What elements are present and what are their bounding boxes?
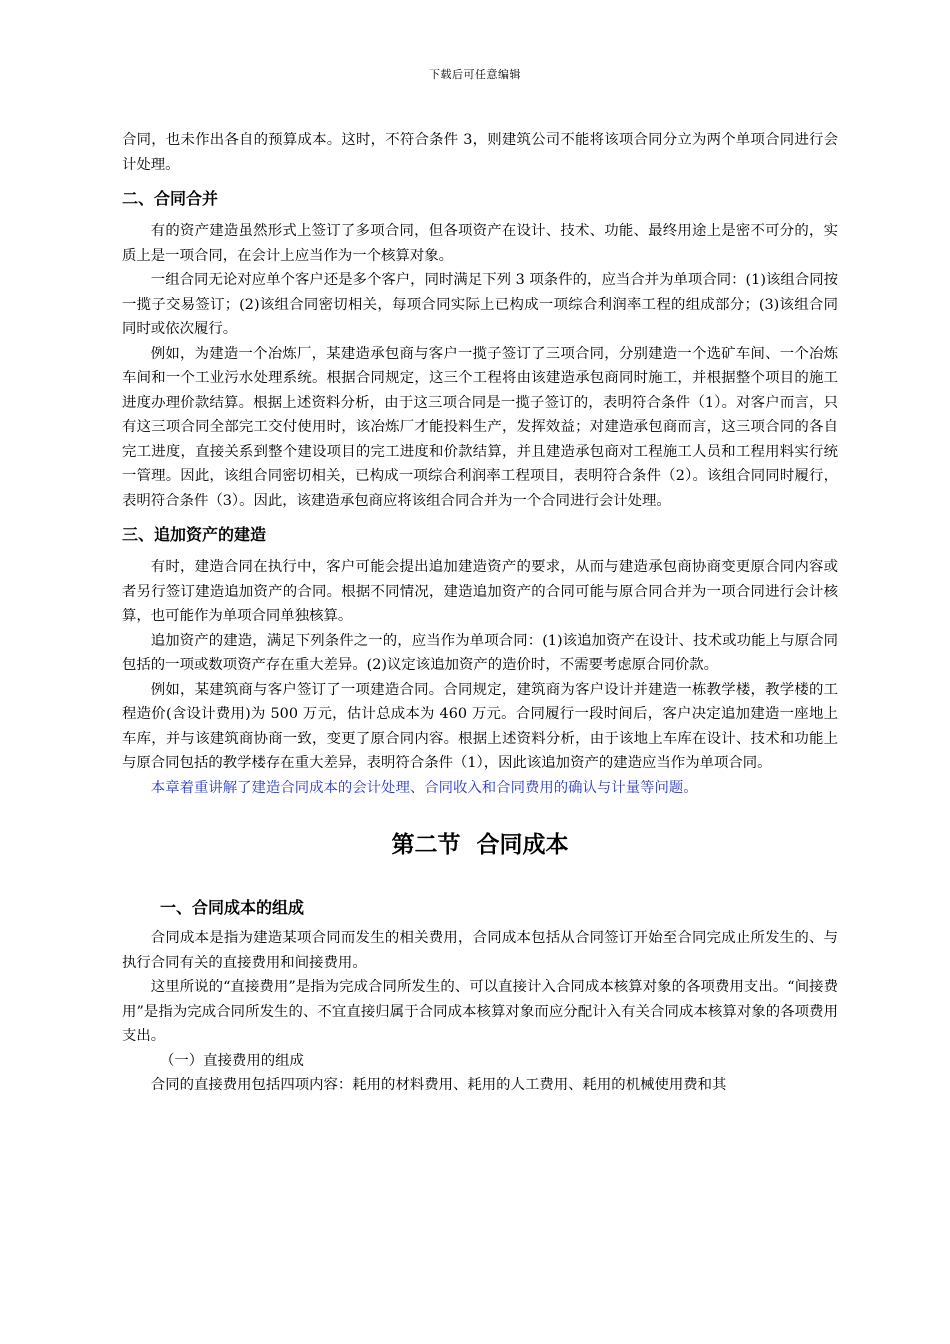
paragraph: 合同成本是指为建造某项合同而发生的相关费用，合同成本包括从合同签订开始至合同完成止所发生的、与执行合同有关的直接费用和间接费用。 bbox=[122, 930, 838, 971]
section-heading-additional-assets: 三、追加资产的建造 bbox=[122, 525, 267, 544]
chapter-summary: 本章着重讲解了建造合同成本的会计处理、合同收入和合同费用的确认与计量等问题。 bbox=[150, 779, 698, 796]
paragraph: 一组合同无论对应单个客户还是多个客户，同时满足下列 3 项条件的，应当合并为单项合同：(1)该组合同按一揽子交易签订；(2)该组合同密切相关，每项合同实际上已构成一项综合利润率工程的组成部分；(3)该组合同同时或依次履行。 bbox=[122, 272, 838, 337]
page-header: 下载后可任意编辑 bbox=[429, 68, 521, 81]
document-body bbox=[122, 128, 838, 1098]
paragraph: 合同的直接费用包括四项内容：耗用的材料费用、耗用的人工费用、耗用的机械使用费和其 bbox=[150, 1077, 727, 1093]
item-heading-direct-costs: （一）直接费用的组成 bbox=[160, 1052, 304, 1069]
paragraph: 例如，为建造一个冶炼厂，某建造承包商与客户一揽子签订了三项合同，分别建造一个选矿车间、一个冶炼车间和一个工业污水处理系统。根据合同规定，这三个工程将由该建造承包商同时施工，并根据整个项目的施工进度办理价款结算。根据上述资料分析，由于这三项合同是一揽子签订的，表明符合条件（1）。对客户而言，只有这三项合同全部完工交付使用时，该冶炼厂才能投料生产，发挥效益；对建造承包商而言，这三项合同的各自完工进度，直接关系到整个建设项目的完工进度和价款结算，并且建造承包商对工程施工人员和工程用料实行统一管理。因此，该组合同密切相关，已构成一项综合利润率工程项目，表明符合条件（2）。该组合同同时履行，表明符合条件（3）。因此，该建造承包商应将该组合同合并为一个合同进行会计处理。 bbox=[122, 345, 838, 509]
paragraph: 例如，某建筑商与客户签订了一项建造合同。合同规定，建筑商为客户设计并建造一栋教学楼，教学楼的工程造价(含设计费用)为 500 万元，估计总成本为 460 万元。合同履行一段时间后，客户决定追加建造一座地上车库，并与该建筑商协商一致，变更了原合同内容。根据上述资料分析，由于该地上车库在设计、技术和功能上与原合同包括的教学楼存在重大差异，表明符合条件（1），因此该追加资产的建造应当作为单项合同。 bbox=[122, 681, 838, 771]
section-heading-merge: 二、合同合并 bbox=[122, 189, 219, 208]
paragraph: 这里所说的“直接费用”是指为完成合同所发生的、可以直接计入合同成本核算对象的各项费用支出。“间接费用”是指为完成合同所发生的、不宜直接归属于合同成本核算对象而应分配计入有关合同成本核算对象的各项费用支出。 bbox=[122, 979, 838, 1044]
intro-paragraph: 合同，也未作出各自的预算成本。这时，不符合条件 3，则建筑公司不能将该项合同分立为两个单项合同进行会计处理。 bbox=[122, 132, 838, 173]
paragraph: 有时，建造合同在执行中，客户可能会提出追加建造资产的要求，从而与建造承包商协商变更原合同内容或者另行签订建造追加资产的合同。根据不同情况，建造追加资产的合同可能与原合同合并为一项合同进行会计核算，也可能作为单项合同单独核算。 bbox=[122, 559, 838, 624]
subsection-heading-cost-composition: 一、合同成本的组成 bbox=[160, 898, 305, 917]
paragraph: 有的资产建造虽然形式上签订了多项合同，但各项资产在设计、技术、功能、最终用途上是密不可分的，实质上是一项合同，在会计上应当作为一个核算对象。 bbox=[122, 223, 838, 264]
paragraph: 追加资产的建造，满足下列条件之一的，应当作为单项合同：(1)该追加资产在设计、技术或功能上与原合同包括的一项或数项资产存在重大差异。(2)议定该追加资产的造价时，不需要考虑原合同价款。 bbox=[122, 632, 838, 673]
chapter-title: 第二节 合同成本 bbox=[391, 832, 569, 858]
